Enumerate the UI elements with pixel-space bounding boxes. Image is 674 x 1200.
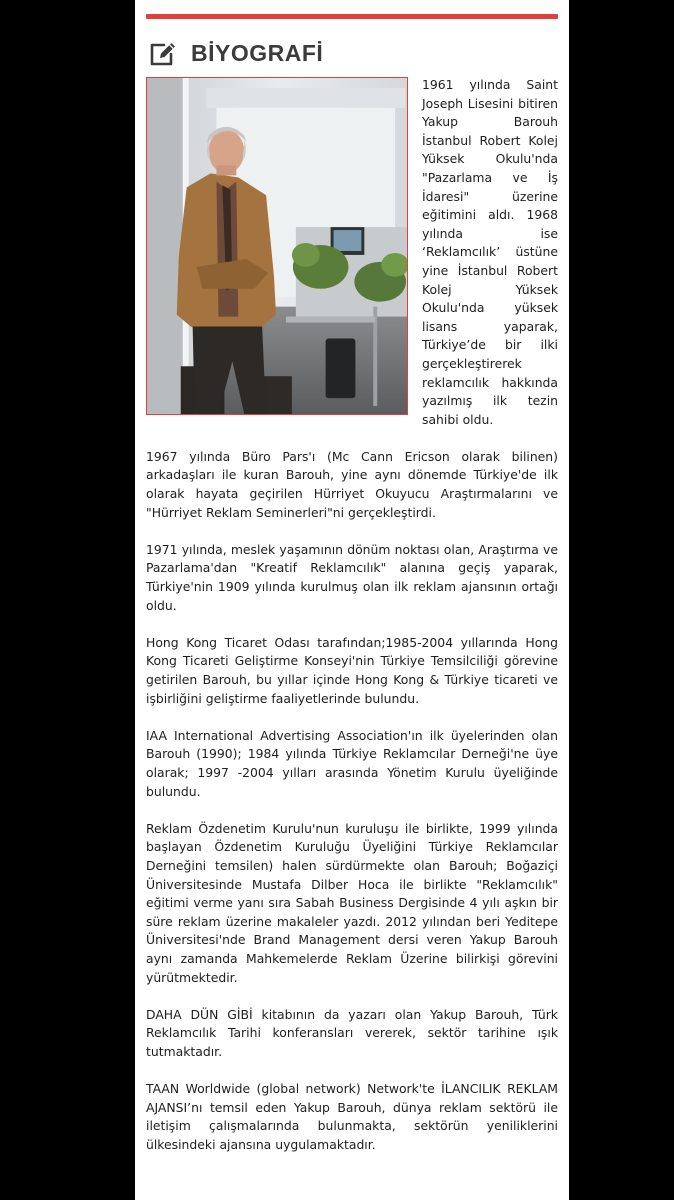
paragraph: IAA International Advertising Association'ın ilk üyelerinden olan Barouh (1990); 1984 yılında Türkiye Reklamcılar Derneği'ne üye olarak; 1997 -2004 yılları arasında Yönetim Kurulu üyeliğinde bulundu. [146,727,558,799]
portrait-image [147,78,407,414]
paragraph: DAHA DÜN GİBİ kitabının da yazarı olan Yakup Barouh, Türk Reklamcılık Tarihi konferansları vererek, sektör tarihine ışık tutmaktadır. [146,1006,558,1059]
accent-bar [146,14,558,19]
paragraph: 1967 yılında Büro Pars'ı (Mc Cann Ericson olarak bilinen) arkadaşları ile kuran Barouh, yine aynı dönemde Türkiye'de ilk olarak hayata geçirilen Hürriyet Okuyucu Araştırmalarını ve "Hürriyet Reklam Seminerleri"ni gerçekleştirdi. [146,448,558,520]
page-title: BİYOGRAFİ [191,39,324,66]
paragraph: 1961 yılında Saint Joseph Lisesini bitiren Yakup Barouh İstanbul Robert Kolej Yüksek Okulu'nda "Pazarlama ve İş İdaresi" üzerine eğitimini aldı. 1968 yılında ise ‘Reklamcılık’ üstüne yine İstanbul Robert Kolej Yüksek Okulu'nda yüksek lisans yaparak, Türkiye’de bir ilki gerçekleştirerek reklamcılık hakkında yazılmış ilk tezin sahibi oldu. [422,77,558,427]
portrait-photo [146,77,408,415]
paragraph: 1971 yılında, meslek yaşamının dönüm noktası olan, Araştırma ve Pazarlama'dan "Kreatif Reklamcılık" alanına geçiş yaparak, Türkiye'nin 1909 yılında kurulmuş olan ilk reklam ajansının ortağı oldu. [146,541,558,613]
paragraph: TAAN Worldwide (global network) Network'te İLANCILIK REKLAM AJANSI’nı temsil eden Yakup Barouh, dünya reklam sektörü ile iletişim çalışmalarında bulunmakta, sektörün yeniliklerini ülkesindeki ajansına uygulamaktadır. [146,1081,558,1152]
biography-content [146,76,558,1173]
biography-page [135,0,569,1200]
paragraph: Hong Kong Ticaret Odası tarafından;1985-2004 yıllarında Hong Kong Ticareti Geliştirme Konseyi'nin Türkiye Temsilciliği görevine getirilen Barouh, bu yıllar içinde Hong Kong & Türkiye ticareti ve işbirliğini geliştirme faaliyetlerinde bulundu. [146,634,558,706]
edit-icon [149,39,177,67]
paragraph: Reklam Özdenetim Kurulu'nun kuruluşu ile birlikte, 1999 yılında başlayan Özdenetim Kuruluğu Üyeliğini Türkiye Reklamcılar Derneğini temsilen) halen sürdürmekte olan Barouh; Boğaziçi Üniversitesinde Mustafa Dilber Hoca ile birlikte "Reklamcılık" eğitimi verme yanı sıra Sabah Business Dergisinde 4 yılı aşkın bir süre reklam üzerine makaleler yazdı. 2012 yılından beri Yeditepe Üniversitesi'nde Brand Management dersi veren Yakup Barouh aynı zamanda Mahkemelerde Reklam Üzerine bilirkişi görevini yürütmektedir. [146,820,558,985]
page-header [149,36,323,70]
